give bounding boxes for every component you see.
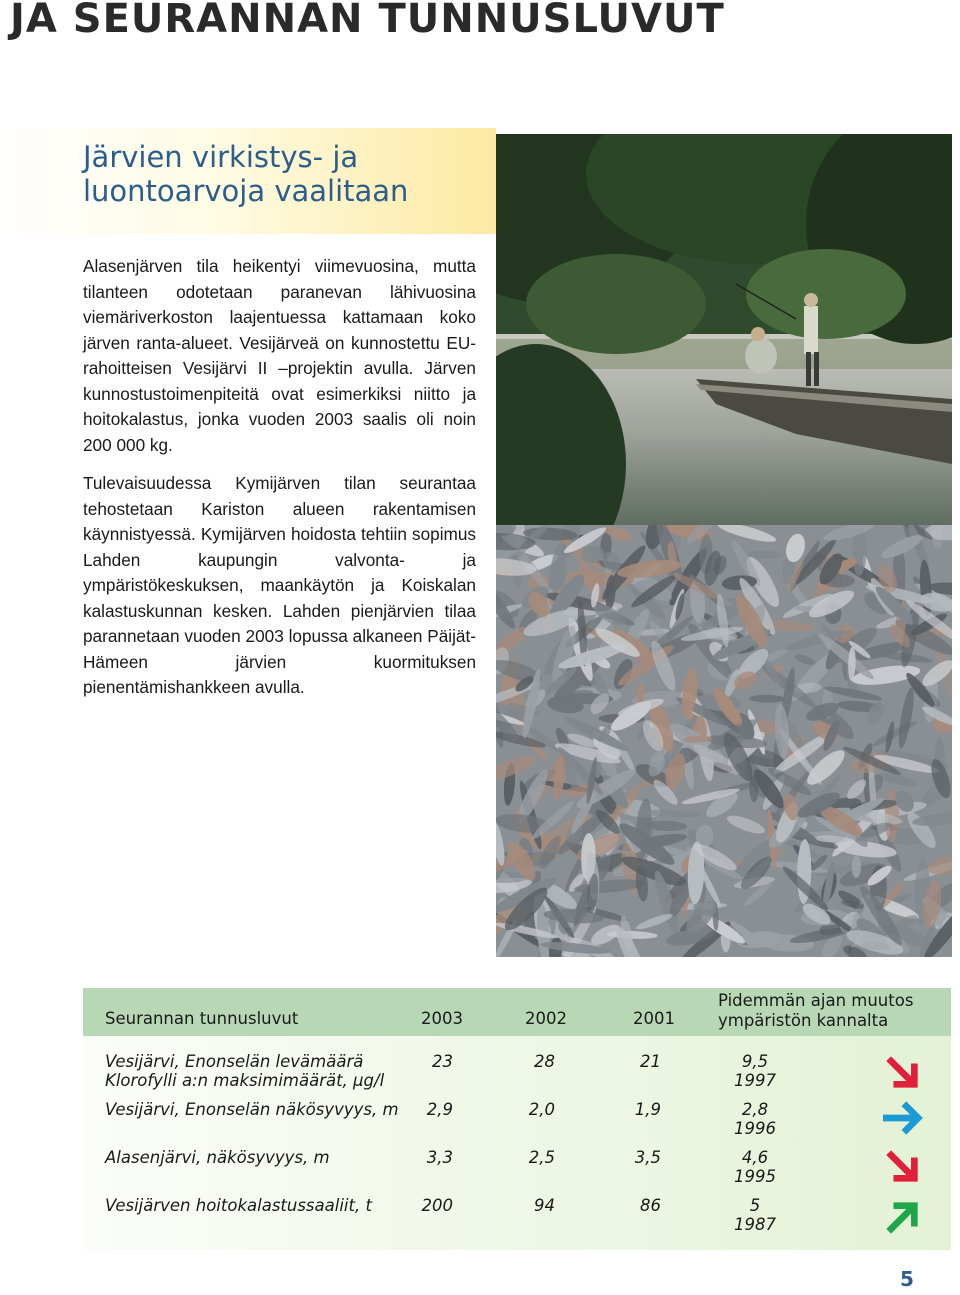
longterm-value: 2,8: [741, 1100, 769, 1119]
table-body: [83, 1036, 951, 1250]
row-label: Alasenjärvi, näkösyvyys, m: [105, 1148, 330, 1167]
header-2002: 2002: [525, 1009, 567, 1028]
down-right-arrow-icon: [883, 1147, 921, 1185]
right-arrow-icon: [881, 1099, 923, 1137]
lake-fishermen-photo: [496, 134, 952, 530]
page-number: 5: [900, 1267, 914, 1291]
value-2002: 94: [534, 1196, 555, 1215]
down-right-arrow-icon: [883, 1053, 921, 1091]
value-2002: 2,0: [528, 1100, 555, 1119]
body-paragraph-2: Tulevaisuudessa Kymijärven tilan seurantaa tehostetaan Kariston alueen rakentamisen käynnistyessä. Kymijärven hoidosta tehtiin sopimus Lahden kaupungin valvonta- ja ympäristökeskuksen, maankäytön ja Koiskalan kalastuskunnan kesken. Lahden pienjärvien tilaa parannetaan vuoden 2003 lopussa alkaneen Päijät-Hämeen järvien kuormituksen pienentämishankkeen avulla.: [83, 473, 476, 697]
header-longterm-line1: Pidemmän ajan muutos: [718, 991, 914, 1010]
row-label: Vesijärven hoitokalastussaaliit, t: [105, 1196, 372, 1215]
value-2002: 28: [534, 1052, 555, 1071]
header-longterm-change: [718, 991, 913, 1031]
header-longterm-line2: ympäristön kannalta: [718, 1011, 889, 1030]
section-title: [83, 140, 483, 208]
value-2003: 3,3: [426, 1148, 453, 1167]
value-2003: 2,9: [426, 1100, 453, 1119]
value-2002: 2,5: [528, 1148, 555, 1167]
body-paragraph-1: Alasenjärven tila heikentyi viimevuosina, mutta tilanteen odotetaan paranevan lähivuosina viemäriverkoston laajentuessa kattamaan koko järven ranta-alueet. Vesijärveä on kunnostettu EU-rahoitteisen Vesijärvi II –projektin avulla. Järven kunnostustoimenpiteitä ovat esimerkiksi niitto ja hoitokalastus, jonka vuoden 2003 saalis oli noin 200 000 kg.: [83, 256, 476, 455]
value-2001: 86: [640, 1196, 661, 1215]
section-title-line1: Järvien virkistys- ja: [83, 140, 359, 174]
longterm-year: 1987: [734, 1215, 776, 1234]
header-2001: 2001: [633, 1009, 675, 1028]
row-label-sub: Klorofylli a:n maksimimäärät, µg/l: [105, 1071, 385, 1090]
header-indicator: Seurannan tunnusluvut: [105, 1009, 299, 1028]
value-2003: 23: [432, 1052, 453, 1071]
up-right-arrow-icon: [883, 1199, 921, 1237]
section-title-line2: luontoarvoja vaalitaan: [83, 174, 409, 208]
value-2001: 3,5: [634, 1148, 661, 1167]
longterm-year: 1995: [734, 1167, 776, 1186]
longterm-value: 9,5: [741, 1052, 769, 1071]
value-2003: 200: [421, 1196, 453, 1215]
page-heading: JA SEURANNAN TUNNUSLUVUT: [10, 0, 725, 42]
value-2001: 21: [640, 1052, 661, 1071]
row-label: Vesijärvi, Enonselän levämäärä: [105, 1052, 364, 1071]
longterm-value: 4,6: [741, 1148, 769, 1167]
row-label: Vesijärvi, Enonselän näkösyvyys, m: [105, 1100, 399, 1119]
dead-fish-photo: [496, 525, 952, 957]
value-2001: 1,9: [634, 1100, 661, 1119]
table-header: [83, 988, 951, 1036]
longterm-value: 5: [749, 1196, 761, 1215]
longterm-year: 1996: [734, 1119, 776, 1138]
longterm-year: 1997: [734, 1071, 776, 1090]
header-2003: 2003: [421, 1009, 463, 1028]
